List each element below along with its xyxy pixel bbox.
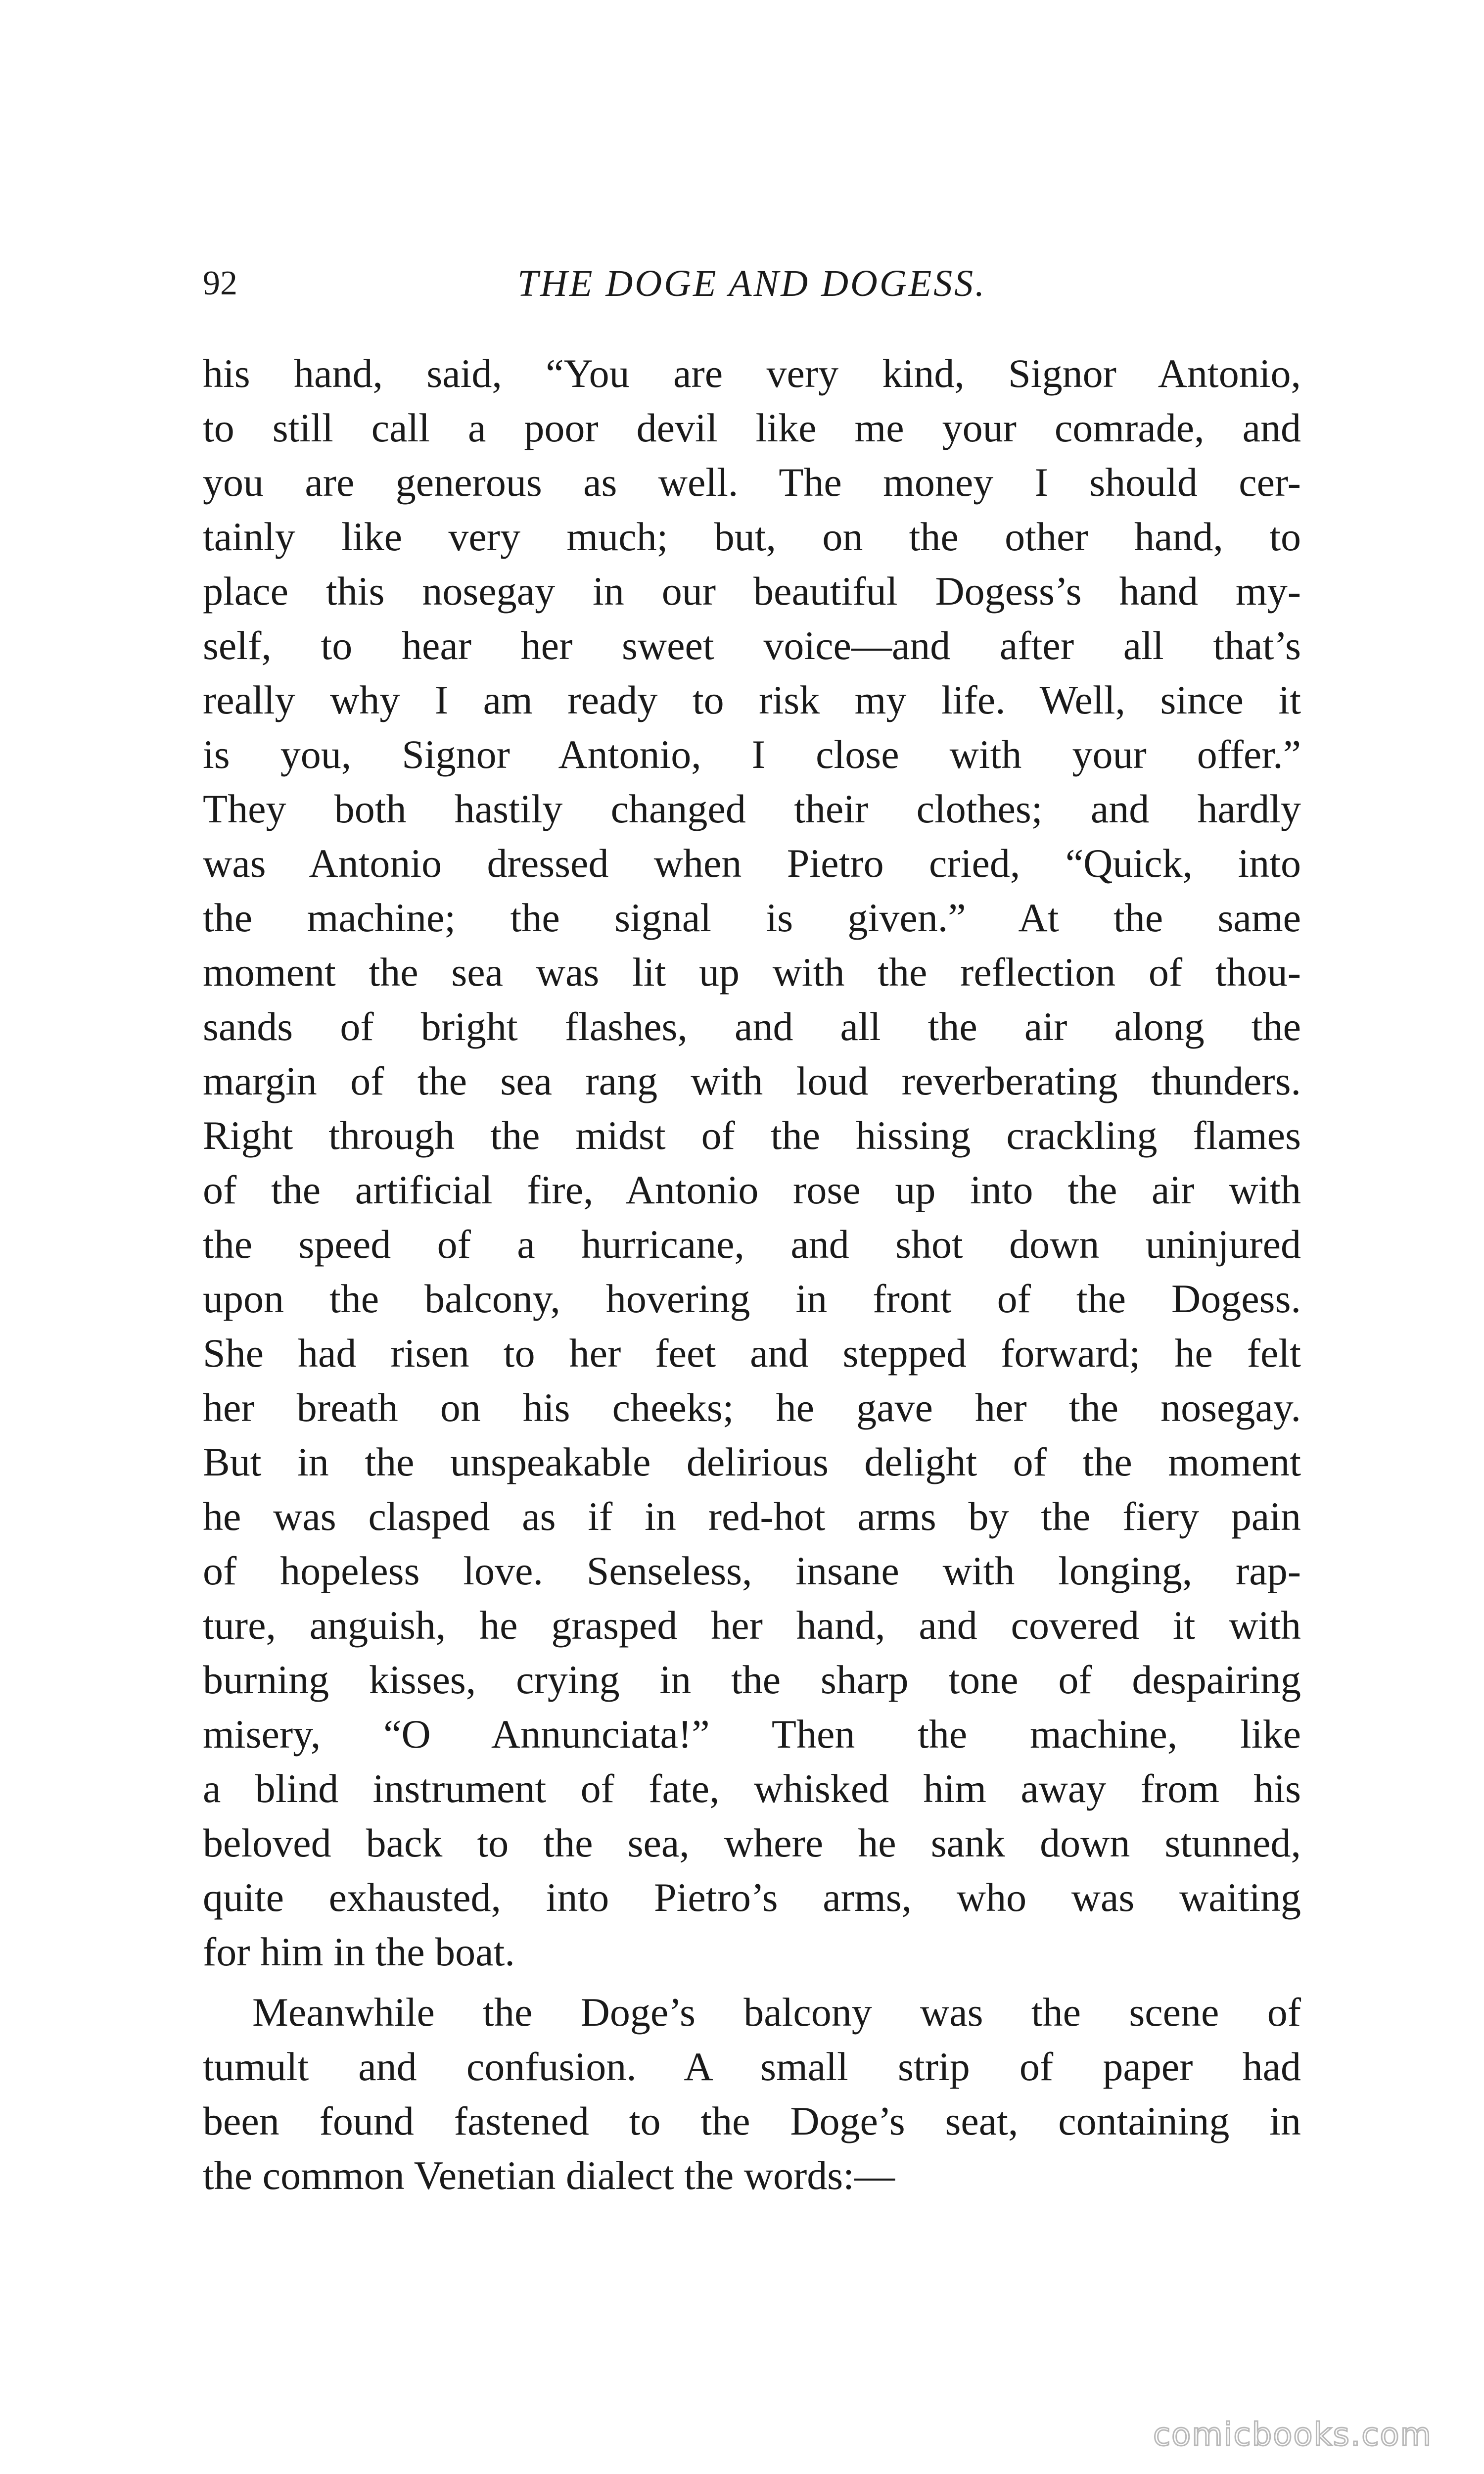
text-line: he was clasped as if in red-hot arms by the fiery pain [203,1494,1301,1539]
text-line: his hand, said, “You are very kind, Signor Antonio, [203,351,1301,396]
text-line: you are generous as well. The money I should cer- [203,460,1301,505]
text-line: moment the sea was lit up with the reflection of thou- [203,950,1301,995]
text-line: been found fastened to the Doge’s seat, containing in [203,2098,1301,2143]
text-line: quite exhausted, into Pietro’s arms, who was waiting [203,1875,1301,1920]
text-line: misery, “O Annunciata!” Then the machine, like [203,1712,1301,1757]
text-line: a blind instrument of fate, whisked him away from his [203,1766,1301,1811]
text-line: is you, Signor Antonio, I close with your offer.” [203,732,1301,777]
text-line: her breath on his cheeks; he gave her the nosegay. [203,1385,1301,1430]
text-line: tumult and confusion. A small strip of paper had [203,2044,1301,2089]
text-line: sands of bright flashes, and all the air along the [203,1004,1301,1049]
text-line: ture, anguish, he grasped her hand, and covered it with [203,1603,1301,1648]
text-line: Meanwhile the Doge’s balcony was the scene of [252,1990,1301,2035]
body-text [203,346,1301,2203]
text-line: the speed of a hurricane, and shot down uninjured [203,1222,1301,1267]
text-line: was Antonio dressed when Pietro cried, “Quick, into [203,841,1301,886]
text-line: the common Venetian dialect the words:— [203,2153,895,2198]
paragraph-1 [203,346,1301,1979]
page-number: 92 [203,264,237,302]
text-line: for him in the boat. [203,1929,515,1974]
text-line: tainly like very much; but, on the other hand, to [203,514,1301,559]
running-head [203,256,1301,311]
text-line: the machine; the signal is given.” At the same [203,895,1301,940]
text-line: burning kisses, crying in the sharp tone of despairing [203,1657,1301,1702]
text-line: Right through the midst of the hissing crackling flames [203,1113,1301,1158]
text-line: But in the unspeakable delirious delight of the moment [203,1439,1301,1484]
paragraph-2 [203,1985,1301,2203]
text-line: place this nosegay in our beautiful Dogess’s hand my- [203,569,1301,614]
text-line: She had risen to her feet and stepped forward; he felt [203,1331,1301,1376]
text-line: margin of the sea rang with loud reverberating thunders. [203,1058,1301,1103]
text-line: to still call a poor devil like me your comrade, and [203,405,1301,450]
text-line: upon the balcony, hovering in front of the Dogess. [203,1276,1301,1321]
running-title: THE DOGE AND DOGESS. [517,263,987,304]
text-line: They both hastily changed their clothes; and hardly [203,786,1301,831]
text-line: self, to hear her sweet voice—and after all that’s [203,623,1301,668]
text-line: beloved back to the sea, where he sank down stunned, [203,1820,1301,1865]
text-line: really why I am ready to risk my life. Well, since it [203,677,1301,722]
text-line: of hopeless love. Senseless, insane with longing, rap- [203,1548,1301,1593]
watermark-logo: comicbooks.com [1153,2417,1432,2453]
text-line: of the artificial fire, Antonio rose up into the air with [203,1167,1301,1212]
